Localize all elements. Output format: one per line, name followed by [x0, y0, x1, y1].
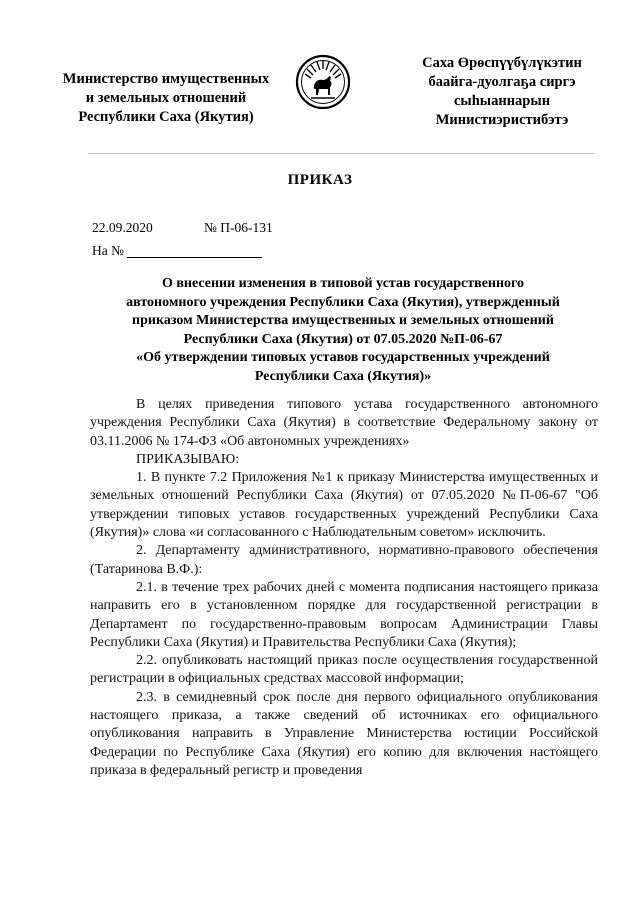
subject-line: Республики Саха (Якутия) от 07.05.2020 №П-06-67: [183, 331, 503, 347]
ministry-name-russian: [44, 70, 288, 127]
sakha-coat-of-arms-icon: [295, 54, 351, 110]
clause-2-1: 2.1. в течение трех рабочих дней с момента подписания настоящего приказа направить его в установленном порядке для государственной регистрации в Департамент по государственно-правовым вопросам Администрации Главы Республики Саха (Якутия) и Правительства Республики Саха (Якутия);: [90, 579, 598, 650]
header-left-line: Министерство имущественных: [62, 71, 270, 87]
clause-1: 1. В пункте 7.2 Приложения №1 к приказу Министерства имущественных и земельных отношений Республики Саха (Якутия) от 07.05.2020 №П-06-67 "Об утверждении типовых уставов государственных учреждений Республики Саха (Якутия)» слова «и согласованного с Наблюдательным советом» исключить.: [90, 470, 598, 541]
header-right-line: сыһыаннарын: [453, 93, 551, 109]
header-divider: [88, 153, 594, 154]
clause-2: 2. Департаменту административного, нормативно-правового обеспечения (Татаринова В.Ф.):: [90, 543, 598, 577]
clause-2-2: 2.2. опубликовать настоящий приказ после осуществления государственной регистрации в официальных средствах массовой информации;: [90, 653, 598, 687]
reference-number-label: На №: [92, 243, 124, 258]
subject-line: Республики Саха (Якутия)»: [254, 368, 432, 384]
subject-line: автономного учреждения Республики Саха (Якутия), утвержденный: [126, 294, 560, 310]
order-body: [90, 396, 598, 780]
preamble-paragraph: В целях приведения типового устава государственного автономного учреждения Республики Саха (Якутия) в соответствие Федеральному закону от 03.11.2006 № 174-ФЗ «Об автономных учреждениях»: [90, 397, 598, 449]
order-number: № П-06-131: [204, 220, 273, 235]
clause-2-3: 2.3. в семидневный срок после дня первого официального опубликования настоящего приказа, а также сведений об источниках его официального опубликования направить в Управление Министерства юстиции Российской Федерации по Республике Саха (Якутия) его копию для включения настоящего приказа в федеральный регистр и проведения: [90, 689, 598, 778]
order-date: 22.09.2020: [92, 220, 153, 235]
header-left-line: и земельных отношений: [85, 90, 247, 106]
header-right-line: Министиэристибэтэ: [435, 112, 569, 128]
subject-line: О внесении изменения в типовой устав государственного: [161, 276, 525, 291]
header-right-line: баайга-дуолгаҕа сиргэ: [428, 74, 576, 90]
ministry-name-sakha: [402, 54, 602, 130]
document-type: ПРИКАЗ: [287, 172, 353, 188]
reference-number-blank: [127, 257, 262, 258]
subject-line: «Об утверждении типовых уставов государственных учреждений: [136, 350, 550, 365]
header-right-line: Саха Өрөспүүбүлүкэтин: [422, 55, 582, 71]
header-left-line: Республики Саха (Якутия): [78, 109, 254, 125]
subject-line: приказом Министерства имущественных и земельных отношений: [132, 313, 554, 328]
order-keyword: ПРИКАЗЫВАЮ:: [136, 451, 240, 467]
order-subject: [90, 275, 596, 386]
